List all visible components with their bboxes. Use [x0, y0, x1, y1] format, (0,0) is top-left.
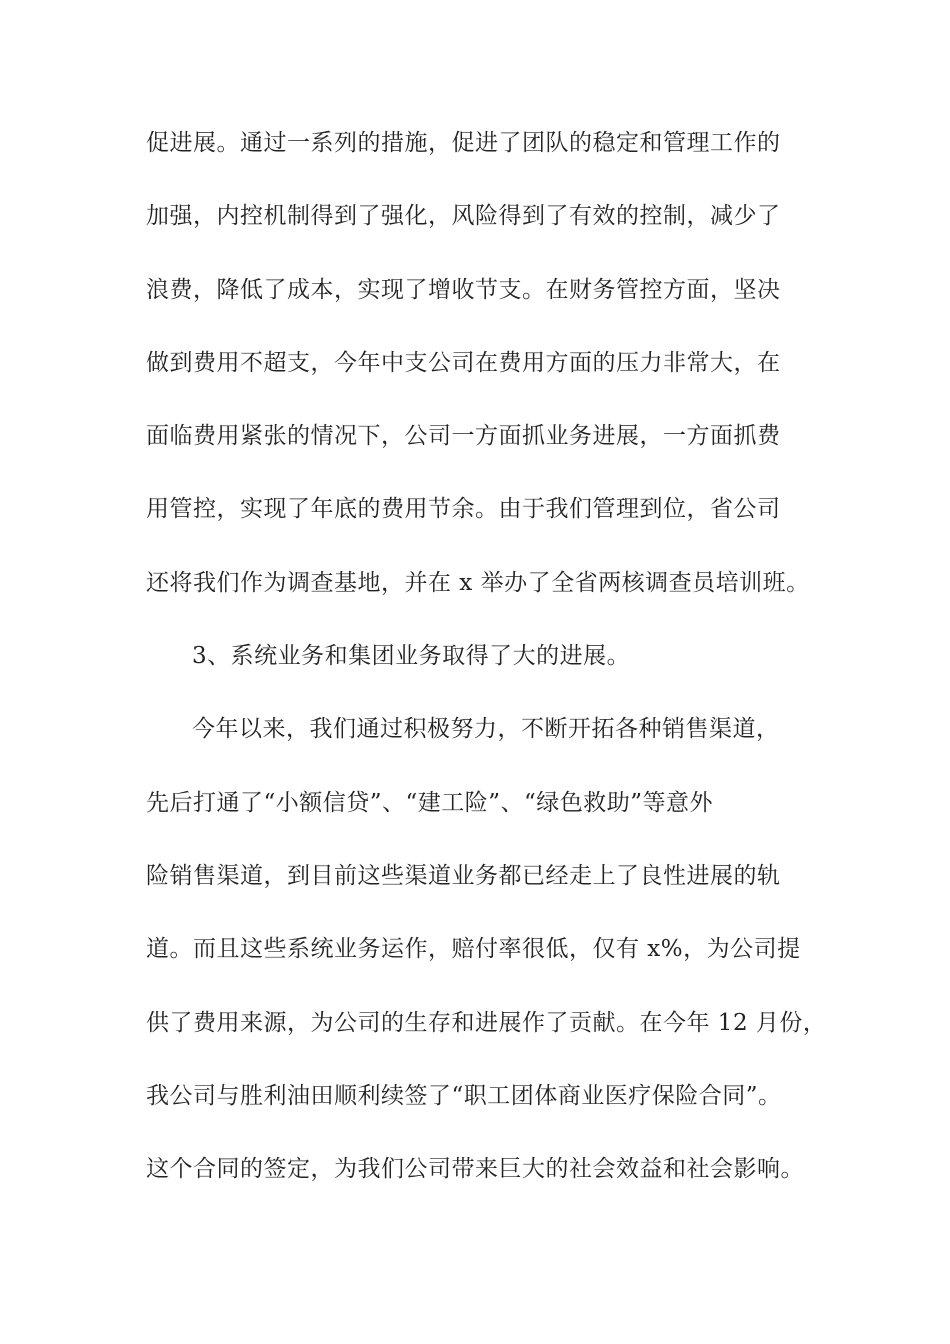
text-line: 促进展。通过一系列的措施，促进了团队的稳定和管理工作的 — [146, 130, 781, 156]
text-line: 道。而且这些系统业务运作，赔付率很低，仅有 x%，为公司提 — [146, 936, 801, 963]
text-line: 供了费用来源，为公司的生存和进展作了贡献。在今年 12 月份， — [146, 1009, 827, 1036]
text-line: 加强，内控机制得到了强化，风险得到了有效的控制，减少了 — [146, 203, 781, 230]
text-line: 我公司与胜利油田顺利续签了“职工团体商业医疗保险合同”。 — [146, 1082, 782, 1109]
text-line: 还将我们作为调查基地，并在 x 举办了全省两核调查员培训班。 — [146, 569, 810, 596]
text-line: 这个合同的签定，为我们公司带来巨大的社会效益和社会影响。 — [146, 1156, 804, 1183]
text-line: 先后打通了“小额信贷”、“建工险”、“绿色救助”等意外 — [146, 789, 714, 816]
text-line: 用管控，实现了年底的费用节余。由于我们管理到位，省公司 — [146, 496, 781, 523]
body-text — [146, 132, 826, 1231]
text-line: 险销售渠道，到目前这些渠道业务都已经走上了良性进展的轨 — [146, 862, 781, 889]
text-line: 做到费用不超支，今年中支公司在费用方面的压力非常大，在 — [146, 349, 781, 376]
paragraph-start: 今年以来，我们通过积极努力，不断开拓各种销售渠道， — [192, 716, 780, 743]
text-line: 面临费用紧张的情况下，公司一方面抓业务进展，一方面抓费 — [146, 423, 781, 450]
text-line: 浪费，降低了成本，实现了增收节支。在财务管控方面，坚决 — [146, 276, 781, 303]
section-heading: 3、系统业务和集团业务取得了大的进展。 — [192, 643, 631, 670]
